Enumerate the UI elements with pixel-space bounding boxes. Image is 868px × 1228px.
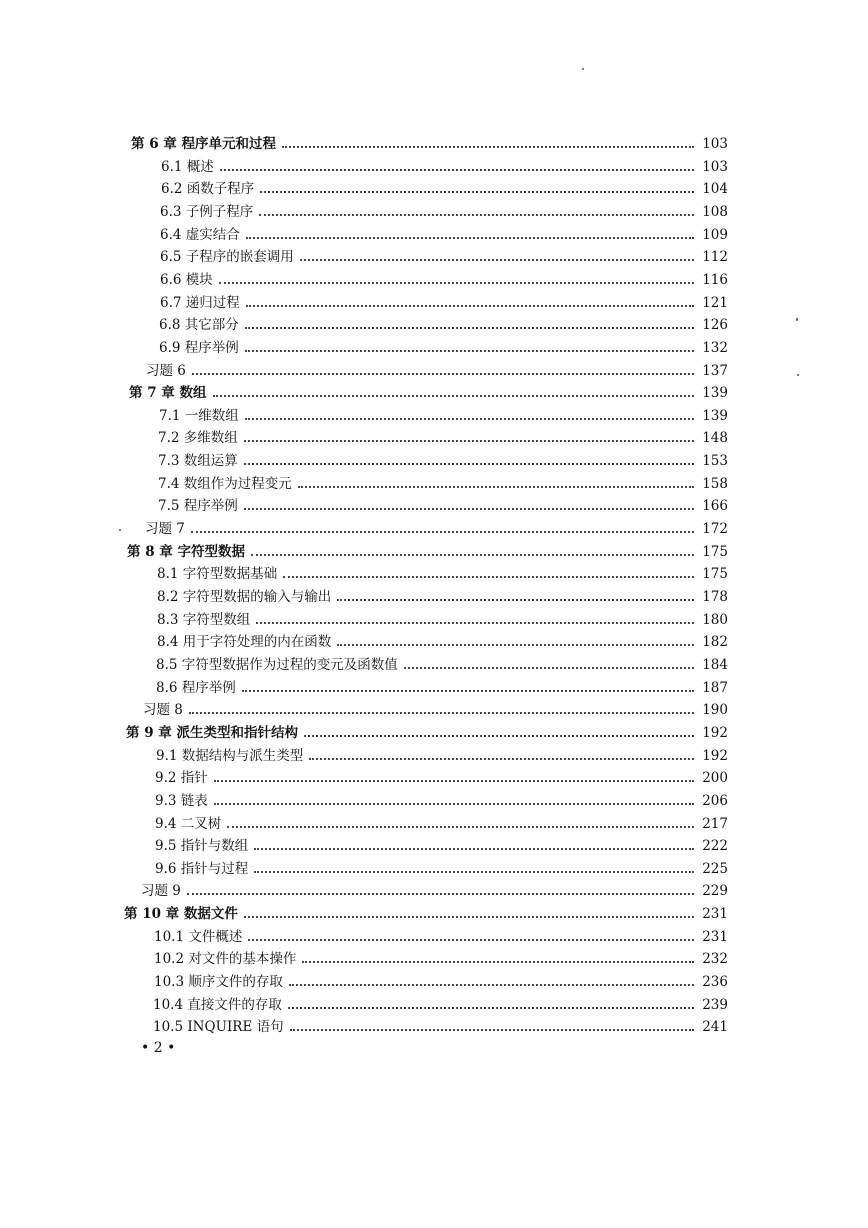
toc-entry-page: 153 <box>702 453 728 469</box>
dot-leader <box>304 735 694 737</box>
toc-section-entry <box>156 674 728 696</box>
toc-section-entry <box>154 923 728 945</box>
toc-entry-page: 108 <box>702 204 728 220</box>
toc-entry-page: 192 <box>702 725 728 741</box>
toc-entry-page: 217 <box>702 816 728 832</box>
toc-exercise-entry <box>145 515 728 537</box>
toc-entry-label: 6.1 概述 <box>161 159 214 175</box>
toc-entry-label: 7.1 一维数组 <box>159 408 239 424</box>
toc-section-entry <box>154 968 728 990</box>
dot-leader <box>290 1029 694 1031</box>
toc-entry-page: 104 <box>702 181 728 197</box>
dot-leader <box>288 1007 694 1009</box>
toc-exercise-entry <box>141 877 728 899</box>
toc-section-entry <box>155 764 728 786</box>
toc-entry-label: 8.5 字符型数据作为过程的变元及函数值 <box>156 657 398 673</box>
toc-entry-label: 8.2 字符型数据的输入与输出 <box>157 589 332 605</box>
toc-entry-label: 6.2 函数子程序 <box>161 181 255 197</box>
page-number: • 2 • <box>141 1040 176 1056</box>
toc-section-entry <box>153 991 728 1013</box>
toc-entry-page: 109 <box>702 227 728 243</box>
toc-section-entry <box>157 606 728 628</box>
dot-leader <box>256 622 694 624</box>
dot-leader <box>259 214 694 216</box>
toc-entry-page: 132 <box>702 340 728 356</box>
toc-entry-label: 9.5 指针与数组 <box>155 838 249 854</box>
toc-entry-label: 6.9 程序举例 <box>159 340 239 356</box>
toc-section-entry <box>153 1013 728 1035</box>
toc-entry-label: 10.2 对文件的基本操作 <box>154 951 297 967</box>
toc-section-entry <box>156 742 728 764</box>
toc-section-entry <box>155 787 728 809</box>
toc-entry-page: 180 <box>702 612 728 628</box>
toc-entry-label: 9.2 指针 <box>155 770 208 786</box>
toc-entry-label: 8.3 字符型数组 <box>157 612 251 628</box>
toc-entry-page: 172 <box>702 521 728 537</box>
dot-leader <box>227 826 694 828</box>
toc-section-entry <box>159 334 728 356</box>
dot-leader <box>289 984 694 986</box>
toc-entry-page: 241 <box>702 1019 728 1035</box>
toc-entry-label: 8.6 程序举例 <box>156 680 236 696</box>
toc-section-entry <box>155 832 728 854</box>
toc-entry-page: 206 <box>702 793 728 809</box>
dot-leader <box>244 463 694 465</box>
toc-section-entry <box>158 492 728 514</box>
toc-entry-label: 8.4 用于字符处理的内在函数 <box>157 634 332 650</box>
toc-entry-page: 239 <box>702 997 728 1013</box>
dot-leader <box>246 237 694 239</box>
toc-entry-page: 116 <box>702 272 728 288</box>
toc-entry-label: 9.1 数据结构与派生类型 <box>156 748 304 764</box>
toc-entry-label: 6.6 模块 <box>160 272 213 288</box>
toc-entry-label: 10.5 INQUIRE 语句 <box>153 1019 284 1035</box>
toc-section-entry <box>158 470 728 492</box>
toc-entry-label: 6.4 虚实结合 <box>160 227 240 243</box>
toc-entry-page: 126 <box>702 317 728 333</box>
toc-chapter-entry <box>131 130 728 152</box>
toc-section-entry <box>159 402 728 424</box>
toc-section-entry <box>158 424 728 446</box>
dot-leader <box>300 259 694 261</box>
toc-section-entry <box>160 289 728 311</box>
toc-entry-label: 6.5 子程序的嵌套调用 <box>160 249 294 265</box>
toc-exercise-entry <box>143 696 728 718</box>
toc-entry-label: 6.8 其它部分 <box>159 317 239 333</box>
toc-entry-label: 9.6 指针与过程 <box>155 861 249 877</box>
toc-section-entry <box>157 583 728 605</box>
toc-entry-label: 6.7 递归过程 <box>160 295 240 311</box>
scan-speck <box>796 318 798 321</box>
toc-entry-label: 习题 8 <box>143 702 183 718</box>
toc-entry-label: 9.3 链表 <box>155 793 208 809</box>
dot-leader <box>404 667 694 669</box>
dot-leader <box>220 169 694 171</box>
toc-section-entry <box>158 447 728 469</box>
dot-leader <box>251 554 694 556</box>
dot-leader <box>187 893 694 895</box>
toc-entry-label: 习题 9 <box>141 883 181 899</box>
toc-entry-page: 192 <box>702 748 728 764</box>
dot-leader <box>244 440 694 442</box>
toc-entry-page: 229 <box>702 883 728 899</box>
dot-leader <box>189 712 694 714</box>
dot-leader <box>254 871 694 873</box>
toc-entry-label: 10.4 直接文件的存取 <box>153 997 282 1013</box>
toc-entry-label: 习题 7 <box>145 521 185 537</box>
toc-entry-page: 182 <box>702 634 728 650</box>
toc-entry-page: 121 <box>702 295 728 311</box>
toc-exercise-entry <box>146 357 728 379</box>
dot-leader <box>337 644 694 646</box>
toc-section-entry <box>157 560 728 582</box>
dot-leader <box>298 486 694 488</box>
toc-entry-page: 103 <box>702 136 728 152</box>
toc-entry-page: 103 <box>702 159 728 175</box>
toc-entry-label: 第 9 章 派生类型和指针结构 <box>126 725 298 741</box>
toc-entry-page: 232 <box>702 951 728 967</box>
dot-leader <box>309 758 694 760</box>
toc-entry-page: 200 <box>702 770 728 786</box>
toc-entry-label: 第 10 章 数据文件 <box>124 906 238 922</box>
dot-leader <box>260 191 694 193</box>
toc-section-entry <box>155 810 728 832</box>
toc-entry-page: 166 <box>702 498 728 514</box>
toc-entry-label: 第 8 章 字符型数据 <box>127 544 245 560</box>
toc-entry-page: 222 <box>702 838 728 854</box>
dot-leader <box>219 282 694 284</box>
toc-entry-label: 7.3 数组运算 <box>158 453 238 469</box>
toc-entry-page: 225 <box>702 861 728 877</box>
toc-chapter-entry <box>129 379 728 401</box>
dot-leader <box>246 305 694 307</box>
toc-entry-page: 139 <box>702 385 728 401</box>
toc-entry-page: 139 <box>702 408 728 424</box>
toc-section-entry <box>159 311 728 333</box>
dot-leader <box>192 373 694 375</box>
dot-leader <box>248 939 694 941</box>
toc-entry-page: 236 <box>702 974 728 990</box>
dot-leader <box>302 961 694 963</box>
toc-entry-label: 9.4 二叉树 <box>155 816 222 832</box>
dot-leader <box>282 146 694 148</box>
toc-section-entry <box>157 628 728 650</box>
toc-entry-page: 190 <box>702 702 728 718</box>
dot-leader <box>245 327 694 329</box>
toc-section-entry <box>161 153 728 175</box>
toc-entry-page: 187 <box>702 680 728 696</box>
toc-chapter-entry <box>124 900 728 922</box>
toc-entry-label: 6.3 子例子程序 <box>160 204 254 220</box>
toc-entry-page: 137 <box>702 363 728 379</box>
toc-section-entry <box>160 243 728 265</box>
toc-section-entry <box>161 175 728 197</box>
toc-entry-label: 10.1 文件概述 <box>154 929 243 945</box>
scan-speck <box>582 68 584 70</box>
toc-entry-page: 158 <box>702 476 728 492</box>
toc-section-entry <box>160 221 728 243</box>
dot-leader <box>244 508 694 510</box>
toc-entry-page: 184 <box>702 657 728 673</box>
scan-speck <box>119 529 121 531</box>
toc-chapter-entry <box>126 719 728 741</box>
toc-entry-page: 148 <box>702 430 728 446</box>
toc-entry-label: 第 7 章 数组 <box>129 385 207 401</box>
toc-chapter-entry <box>127 538 728 560</box>
toc-section-entry <box>154 945 728 967</box>
toc-entry-label: 7.5 程序举例 <box>158 498 238 514</box>
toc-entry-page: 175 <box>702 544 728 560</box>
toc-entry-page: 178 <box>702 589 728 605</box>
dot-leader <box>245 418 694 420</box>
dot-leader <box>214 803 694 805</box>
toc-section-entry <box>160 198 728 220</box>
scan-speck <box>797 374 799 376</box>
toc-entry-page: 231 <box>702 929 728 945</box>
toc-entry-label: 7.4 数组作为过程变元 <box>158 476 292 492</box>
toc-entry-page: 231 <box>702 906 728 922</box>
dot-leader <box>254 848 694 850</box>
dot-leader <box>283 576 694 578</box>
toc-section-entry <box>155 855 728 877</box>
toc-entry-label: 7.2 多维数组 <box>158 430 238 446</box>
toc-section-entry <box>160 266 728 288</box>
toc-entry-page: 112 <box>702 249 728 265</box>
dot-leader <box>242 690 694 692</box>
toc-entry-page: 175 <box>702 566 728 582</box>
toc-entry-label: 10.3 顺序文件的存取 <box>154 974 283 990</box>
dot-leader <box>191 531 694 533</box>
dot-leader <box>337 599 694 601</box>
toc-entry-label: 8.1 字符型数据基础 <box>157 566 278 582</box>
toc-section-entry <box>156 651 728 673</box>
dot-leader <box>244 916 694 918</box>
toc-entry-label: 习题 6 <box>146 363 186 379</box>
toc-entry-label: 第 6 章 程序单元和过程 <box>131 136 276 152</box>
dot-leader <box>245 350 694 352</box>
dot-leader <box>213 395 695 397</box>
dot-leader <box>214 780 694 782</box>
